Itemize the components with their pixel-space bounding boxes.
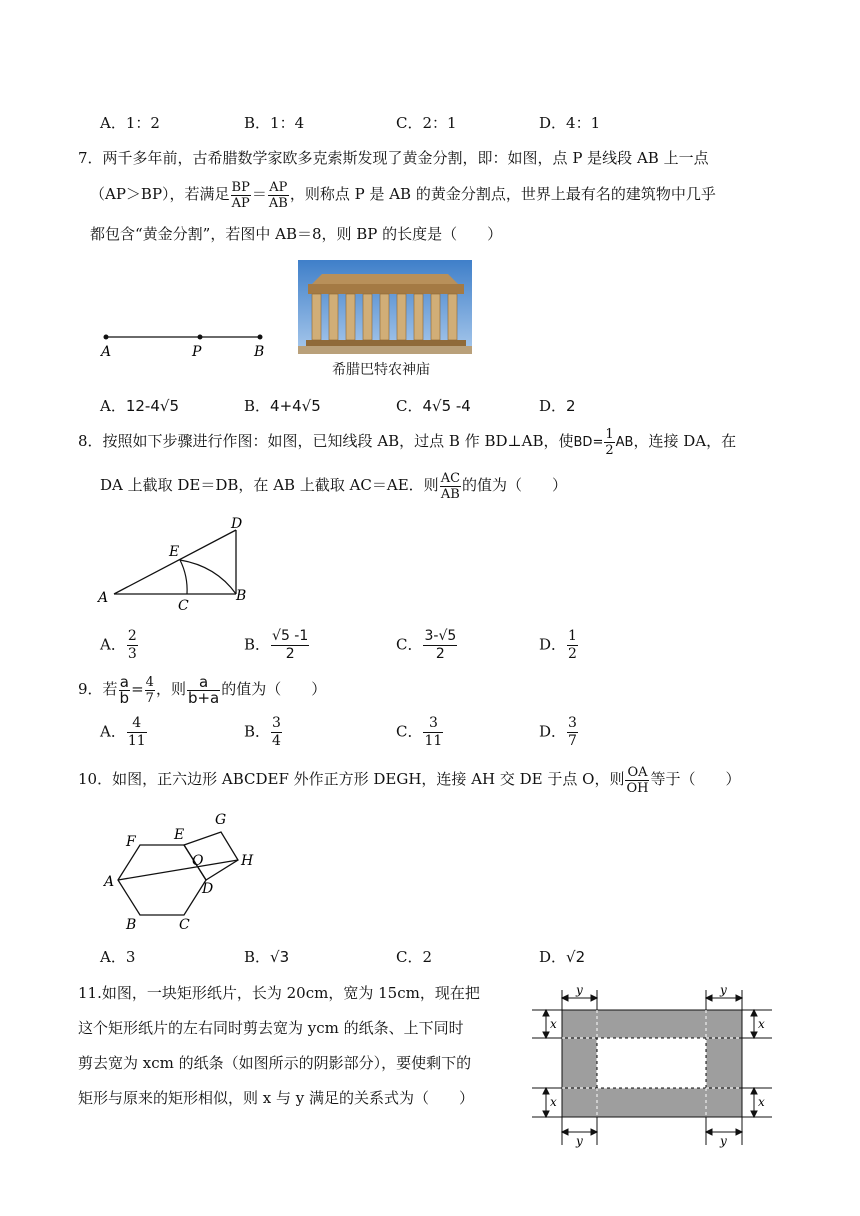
q10-stem <box>78 760 740 798</box>
q8-line2 <box>100 466 567 504</box>
q11-rectangle-figure <box>532 980 776 1150</box>
q9-option-b: B． $\frac{3}{4}$ <box>244 715 281 749</box>
q8-label-e: E <box>169 544 180 560</box>
q7-segment-figure <box>96 328 276 362</box>
q10-option-b: B．√3 <box>244 948 290 966</box>
prev-option-a: A．1：2 <box>100 114 160 132</box>
q10-label-d: D <box>202 881 214 897</box>
q7-label-p: P <box>192 344 202 360</box>
q9-fraction-a-ba: $\frac{a}{b+a}$ <box>187 672 220 707</box>
q10-label-a: A <box>104 874 115 890</box>
q10-label-b: B <box>126 917 137 933</box>
photo-caption: 希腊巴特农神庙 <box>332 362 430 378</box>
q9-stem <box>78 670 326 708</box>
q11-y-label-bottom-left: y <box>576 1134 583 1148</box>
q8-label-b: B <box>236 588 247 604</box>
q7-line2 <box>90 175 716 213</box>
q11-line1: 11.如图，一块矩形纸片，长为 20cm，宽为 15cm，现在把 <box>78 984 480 1002</box>
q7-option-c: C．4√5 -4 <box>396 397 471 415</box>
q8-fraction-ac-ab: $\frac{AC}{AB}$ <box>440 470 461 502</box>
q8-line1-post: ，连接 DA，在 <box>633 432 737 450</box>
q7-line2-pre: （AP＞BP），若满足 <box>90 185 230 203</box>
q10-label-f: F <box>126 834 136 850</box>
q10-option-a: A．3 <box>100 948 136 966</box>
q11-x-label-top-left: x <box>550 1017 557 1031</box>
q7-line3: 都包含“黄金分割”，若图中 AB＝8，则 BP 的长度是（ ） <box>90 225 503 243</box>
q11-line4: 矩形与原来的矩形相似，则 x 与 y 满足的关系式为（ ） <box>78 1089 475 1107</box>
q8-half-fraction: $\frac{1}{2}$ <box>605 426 614 458</box>
q7-line1: 7．两千多年前，古希腊数学家欧多克索斯发现了黄金分割，即：如图，点 P 是线段 AB 上一点 <box>78 149 709 167</box>
q9-equals: = <box>131 680 144 698</box>
q7-equals: ＝ <box>251 185 267 203</box>
q11-line2: 这个矩形纸片的左右同时剪去宽为 ycm 的纸条、上下同时 <box>78 1019 464 1037</box>
q8-label-a: A <box>98 590 109 606</box>
q7-line2-post: ，则称点 P 是 AB 的黄金分割点，世界上最有名的建筑物中几乎 <box>289 185 716 203</box>
q10-label-c: C <box>179 917 190 933</box>
q11-x-label-top-right: x <box>758 1017 765 1031</box>
q8-line1 <box>78 422 736 462</box>
q7-label-a: A <box>101 344 112 360</box>
prev-option-b: B．1：4 <box>244 114 305 132</box>
q9-fraction-4-7: $\frac{4}{7}$ <box>145 674 154 706</box>
q10-label-h: H <box>241 853 254 869</box>
q11-x-label-bottom-left: x <box>550 1095 557 1109</box>
q8-line1-pre: 8．按照如下步骤进行作图：如图，已知线段 AB，过点 B 作 BD⊥AB，使 <box>78 432 574 450</box>
q7-label-b: B <box>254 344 265 360</box>
q11-x-label-bottom-right: x <box>758 1095 765 1109</box>
q7-option-b: B．4+4√5 <box>244 397 321 415</box>
q11-y-label-bottom-right: y <box>720 1134 727 1148</box>
q8-line2-pre: DA 上截取 DE＝DB，在 AB 上截取 AC＝AE．则 <box>100 476 439 494</box>
q8-bd: BD= <box>573 435 604 450</box>
q10-label-o: O <box>192 853 204 869</box>
q10-hexagon-figure <box>96 802 266 938</box>
q10-option-d: D．√2 <box>539 948 586 966</box>
q10-pre: 10．如图，正六边形 ABCDEF 外作正方形 DEGH，连接 AH 交 DE 于点 O，则 <box>78 770 625 788</box>
q8-label-d: D <box>231 516 243 532</box>
q9-option-a: A． $\frac{4}{11}$ <box>100 715 146 749</box>
q7-fraction-bp-ap: $\frac{BP}{AP}$ <box>231 179 250 211</box>
q10-option-c: C．2 <box>396 948 433 966</box>
q10-label-e: E <box>174 827 185 843</box>
q10-fraction-oa-oh: $\frac{OA}{OH}$ <box>626 764 649 796</box>
q7-option-a: A．12-4√5 <box>100 397 179 415</box>
q9-option-c: C． $\frac{3}{11}$ <box>396 715 443 749</box>
q9-pre: 9．若 <box>78 680 118 698</box>
q8-option-b: B． $\frac{√5 -1}{2}$ <box>244 628 309 662</box>
q9-fraction-a-b: $\frac{a}{b}$ <box>119 672 130 707</box>
q9-option-d: D． $\frac{3}{7}$ <box>539 715 577 749</box>
q8-label-c: C <box>178 598 189 614</box>
q9-mid: ，则 <box>155 680 186 698</box>
q7-option-d: D．2 <box>539 397 576 415</box>
prev-option-c: C．2：1 <box>396 114 457 132</box>
q10-label-g: G <box>215 812 227 828</box>
q8-line2-post: 的值为（ ） <box>462 476 568 494</box>
parthenon-photo <box>298 260 472 354</box>
q8-option-a: A． $\frac{2}{3}$ <box>100 628 137 662</box>
q11-y-label-top-right: y <box>720 983 727 997</box>
q11-y-label-top-left: y <box>576 983 583 997</box>
q7-fraction-ap-ab: $\frac{AP}{AB}$ <box>268 179 288 211</box>
q9-post: 的值为（ ） <box>221 680 327 698</box>
q10-post: 等于（ ） <box>650 770 741 788</box>
q11-line3: 剪去宽为 xcm 的纸条（如图所示的阴影部分），要使剩下的 <box>78 1054 472 1072</box>
prev-option-d: D．4：1 <box>539 114 601 132</box>
q8-option-c: C． $\frac{3-√5}{2}$ <box>396 628 457 662</box>
q8-triangle-figure <box>92 512 262 616</box>
q8-ab: AB <box>615 435 634 450</box>
q8-option-d: D． $\frac{1}{2}$ <box>539 628 577 662</box>
